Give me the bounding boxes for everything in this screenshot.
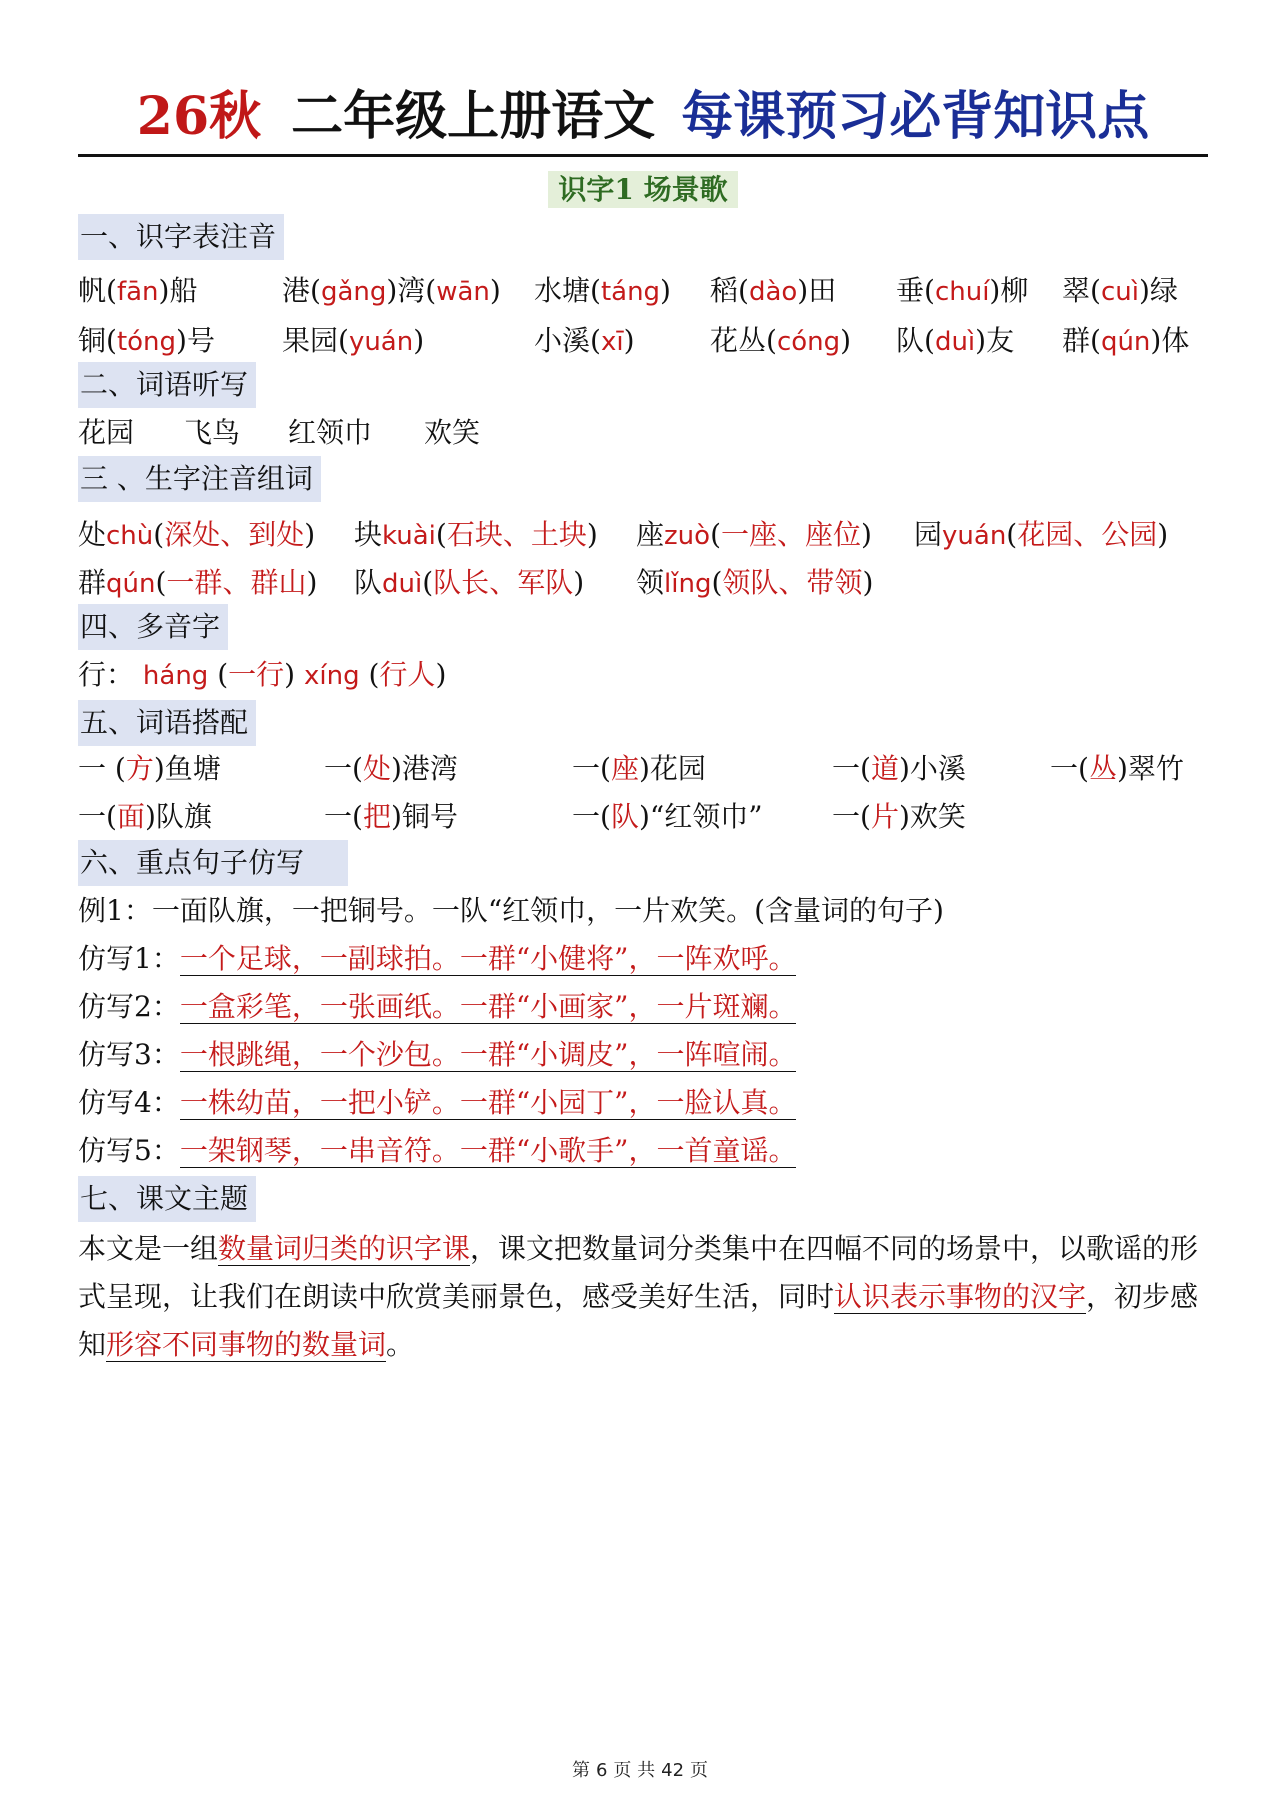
pinyin-item: 队(duì)友 [896, 324, 1015, 357]
dictation-word: 欢笑 [424, 416, 481, 449]
pinyin-item: 帆(fān)船 [78, 274, 198, 307]
collocation-item: 一 (方)鱼塘 [78, 752, 221, 785]
title-topic: 每课预习必背知识点 [681, 86, 1150, 147]
collocation-item: 一(把)铜号 [324, 800, 458, 833]
char-word-item: 块kuài(石块、土块) [354, 518, 598, 551]
collocation-item: 一(丛)翠竹 [1050, 752, 1184, 785]
pinyin-item: 小溪(xī) [534, 324, 635, 357]
section-heading-7: 七、课文主题 [78, 1176, 256, 1222]
collocation-item: 一(处)港湾 [324, 752, 458, 785]
collocation-item: 一(队)“红领巾” [572, 800, 763, 833]
pinyin-item: 翠(cuì)绿 [1062, 274, 1178, 307]
section-heading-3: 三 、生字注音组词 [78, 456, 321, 502]
collocation-item: 一(座)花园 [572, 752, 706, 785]
page-title [78, 84, 1208, 157]
section-heading-1: 一、识字表注音 [78, 214, 284, 260]
pinyin-item: 稻(dào)田 [710, 274, 837, 307]
char-word-item: 领lǐng(领队、带领) [636, 566, 874, 599]
dictation-word: 花园 [78, 416, 135, 449]
pinyin-item: 群(qún)体 [1062, 324, 1190, 357]
pinyin-item: 港(gǎng)湾(wān) [282, 274, 501, 307]
imitation-1: 仿写1：一个足球，一副球拍。一群“小健将”，一阵欢呼。 [78, 942, 797, 975]
pinyin-item: 水塘(táng) [534, 274, 671, 307]
polyphone-item: 行： háng (一行) xíng (行人) [78, 658, 447, 691]
section-heading-6: 六、重点句子仿写 [78, 840, 348, 886]
example-sentence: 例1：一面队旗，一把铜号。一队“红领巾，一片欢笑。(含量词的句子) [78, 894, 944, 927]
char-word-item: 座zuò(一座、座位) [636, 518, 872, 551]
imitation-4: 仿写4：一株幼苗，一把小铲。一群“小园丁”，一脸认真。 [78, 1086, 797, 1119]
dictation-word: 飞鸟 [184, 416, 241, 449]
imitation-3: 仿写3：一根跳绳，一个沙包。一群“小调皮”，一阵喧闹。 [78, 1038, 797, 1071]
section-heading-5: 五、词语搭配 [78, 700, 256, 746]
section-heading-2: 二、词语听写 [78, 362, 256, 408]
title-grade: 二年级上册语文 [291, 86, 656, 147]
collocation-item: 一(面)队旗 [78, 800, 212, 833]
pinyin-item: 果园(yuán) [282, 324, 425, 357]
imitation-2: 仿写2：一盒彩笔，一张画纸。一群“小画家”，一片斑斓。 [78, 990, 797, 1023]
page-footer: 第 6 页 共 42 页 [571, 1760, 709, 1781]
char-word-item: 队duì(队长、军队) [354, 566, 585, 599]
collocation-item: 一(片)欢笑 [832, 800, 966, 833]
char-word-item: 群qún(一群、群山) [78, 566, 318, 599]
dictation-word: 红领巾 [288, 416, 373, 449]
pinyin-item: 花丛(cóng) [710, 324, 852, 357]
title-season: 26秋 [136, 86, 262, 147]
pinyin-item: 垂(chuí)柳 [896, 274, 1029, 307]
pinyin-item: 铜(tóng)号 [78, 324, 215, 357]
collocation-item: 一(道)小溪 [832, 752, 966, 785]
lesson-heading: 识字1 场景歌 [78, 168, 1208, 208]
section-heading-4: 四、多音字 [78, 604, 228, 650]
theme-paragraph: 本文是一组数量词归类的识字课，课文把数量词分类集中在四幅不同的场景中，以歌谣的形式呈现，让我们在朗读中欣赏美丽景色，感受美好生活，同时认识表示事物的汉字，初步感知形容不同事物的数量词。 [78, 1232, 1199, 1361]
char-word-item: 园yuán(花园、公园) [914, 518, 1169, 551]
imitation-5: 仿写5：一架钢琴，一串音符。一群“小歌手”，一首童谣。 [78, 1134, 797, 1167]
char-word-item: 处chù(深处、到处) [78, 518, 316, 551]
